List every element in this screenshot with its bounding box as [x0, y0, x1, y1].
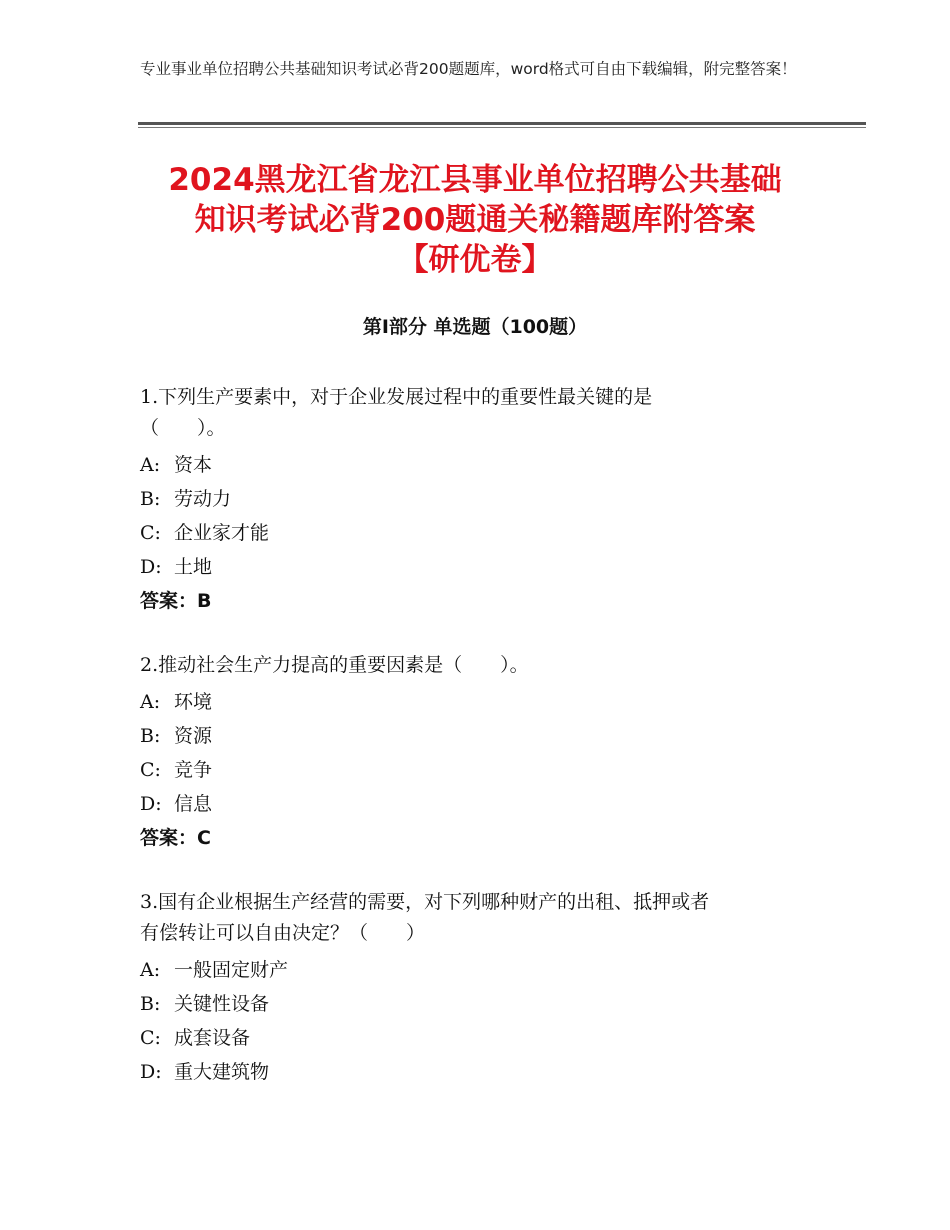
option-a [140, 953, 820, 987]
question-2 [140, 650, 820, 855]
option-c [140, 753, 820, 787]
option-key: B: [140, 993, 161, 1015]
option-text: 竞争 [174, 759, 213, 781]
question-stem-line-1: 3.国有企业根据生产经营的需要，对下列哪种财产的出租、抵押或者 [140, 891, 710, 913]
option-text: 关键性设备 [174, 993, 270, 1015]
option-key: A: [140, 691, 161, 713]
option-a [140, 685, 820, 719]
title-line-1: 2024黑龙江省龙江县事业单位招聘公共基础 [168, 162, 782, 198]
option-text: 一般固定财产 [174, 959, 289, 981]
option-b [140, 719, 820, 753]
option-key: C: [140, 759, 161, 781]
question-list [140, 382, 820, 1121]
section-heading: 第Ⅰ部分 单选题（100题） [362, 316, 588, 338]
question-stem-line-1: 2.推动社会生产力提高的重要因素是（ ）。 [140, 654, 529, 676]
option-c [140, 516, 820, 550]
option-text: 成套设备 [174, 1027, 251, 1049]
option-text: 信息 [174, 793, 213, 815]
option-key: B: [140, 488, 161, 510]
header-rule-thin [138, 127, 866, 128]
answer: 答案：B [140, 590, 212, 612]
question-1 [140, 382, 820, 618]
option-text: 企业家才能 [174, 522, 270, 544]
answer: 答案：C [140, 827, 211, 849]
option-c [140, 1021, 820, 1055]
option-text: 资源 [174, 725, 213, 747]
option-key: D: [140, 556, 162, 578]
option-text: 资本 [174, 454, 213, 476]
option-text: 重大建筑物 [174, 1061, 270, 1083]
option-key: C: [140, 522, 161, 544]
question-stem [140, 382, 820, 444]
option-a [140, 448, 820, 482]
option-text: 环境 [174, 691, 213, 713]
option-d [140, 1055, 820, 1089]
question-stem-line-2: 有偿转让可以自由决定？（ ） [140, 922, 426, 944]
option-key: A: [140, 454, 161, 476]
option-b [140, 482, 820, 516]
option-b [140, 987, 820, 1021]
title-line-3: 【研优卷】 [397, 242, 553, 278]
option-key: D: [140, 793, 162, 815]
option-d [140, 550, 820, 584]
option-key: D: [140, 1061, 162, 1083]
document-title [100, 160, 850, 280]
question-stem-line-1: 1.下列生产要素中，对于企业发展过程中的重要性最关键的是 [140, 386, 653, 408]
option-key: C: [140, 1027, 161, 1049]
option-text: 土地 [174, 556, 213, 578]
question-stem [140, 887, 820, 949]
option-key: B: [140, 725, 161, 747]
question-stem [140, 650, 820, 681]
option-text: 劳动力 [174, 488, 232, 510]
header-rule-thick [138, 122, 866, 125]
option-key: A: [140, 959, 161, 981]
title-line-2: 知识考试必背200题通关秘籍题库附答案 [194, 202, 756, 238]
option-d [140, 787, 820, 821]
question-stem-line-2: （ ）。 [140, 417, 226, 439]
header-note: 专业事业单位招聘公共基础知识考试必背200题题库，word格式可自由下载编辑，附完整答案！ [140, 60, 797, 78]
question-3 [140, 887, 820, 1089]
